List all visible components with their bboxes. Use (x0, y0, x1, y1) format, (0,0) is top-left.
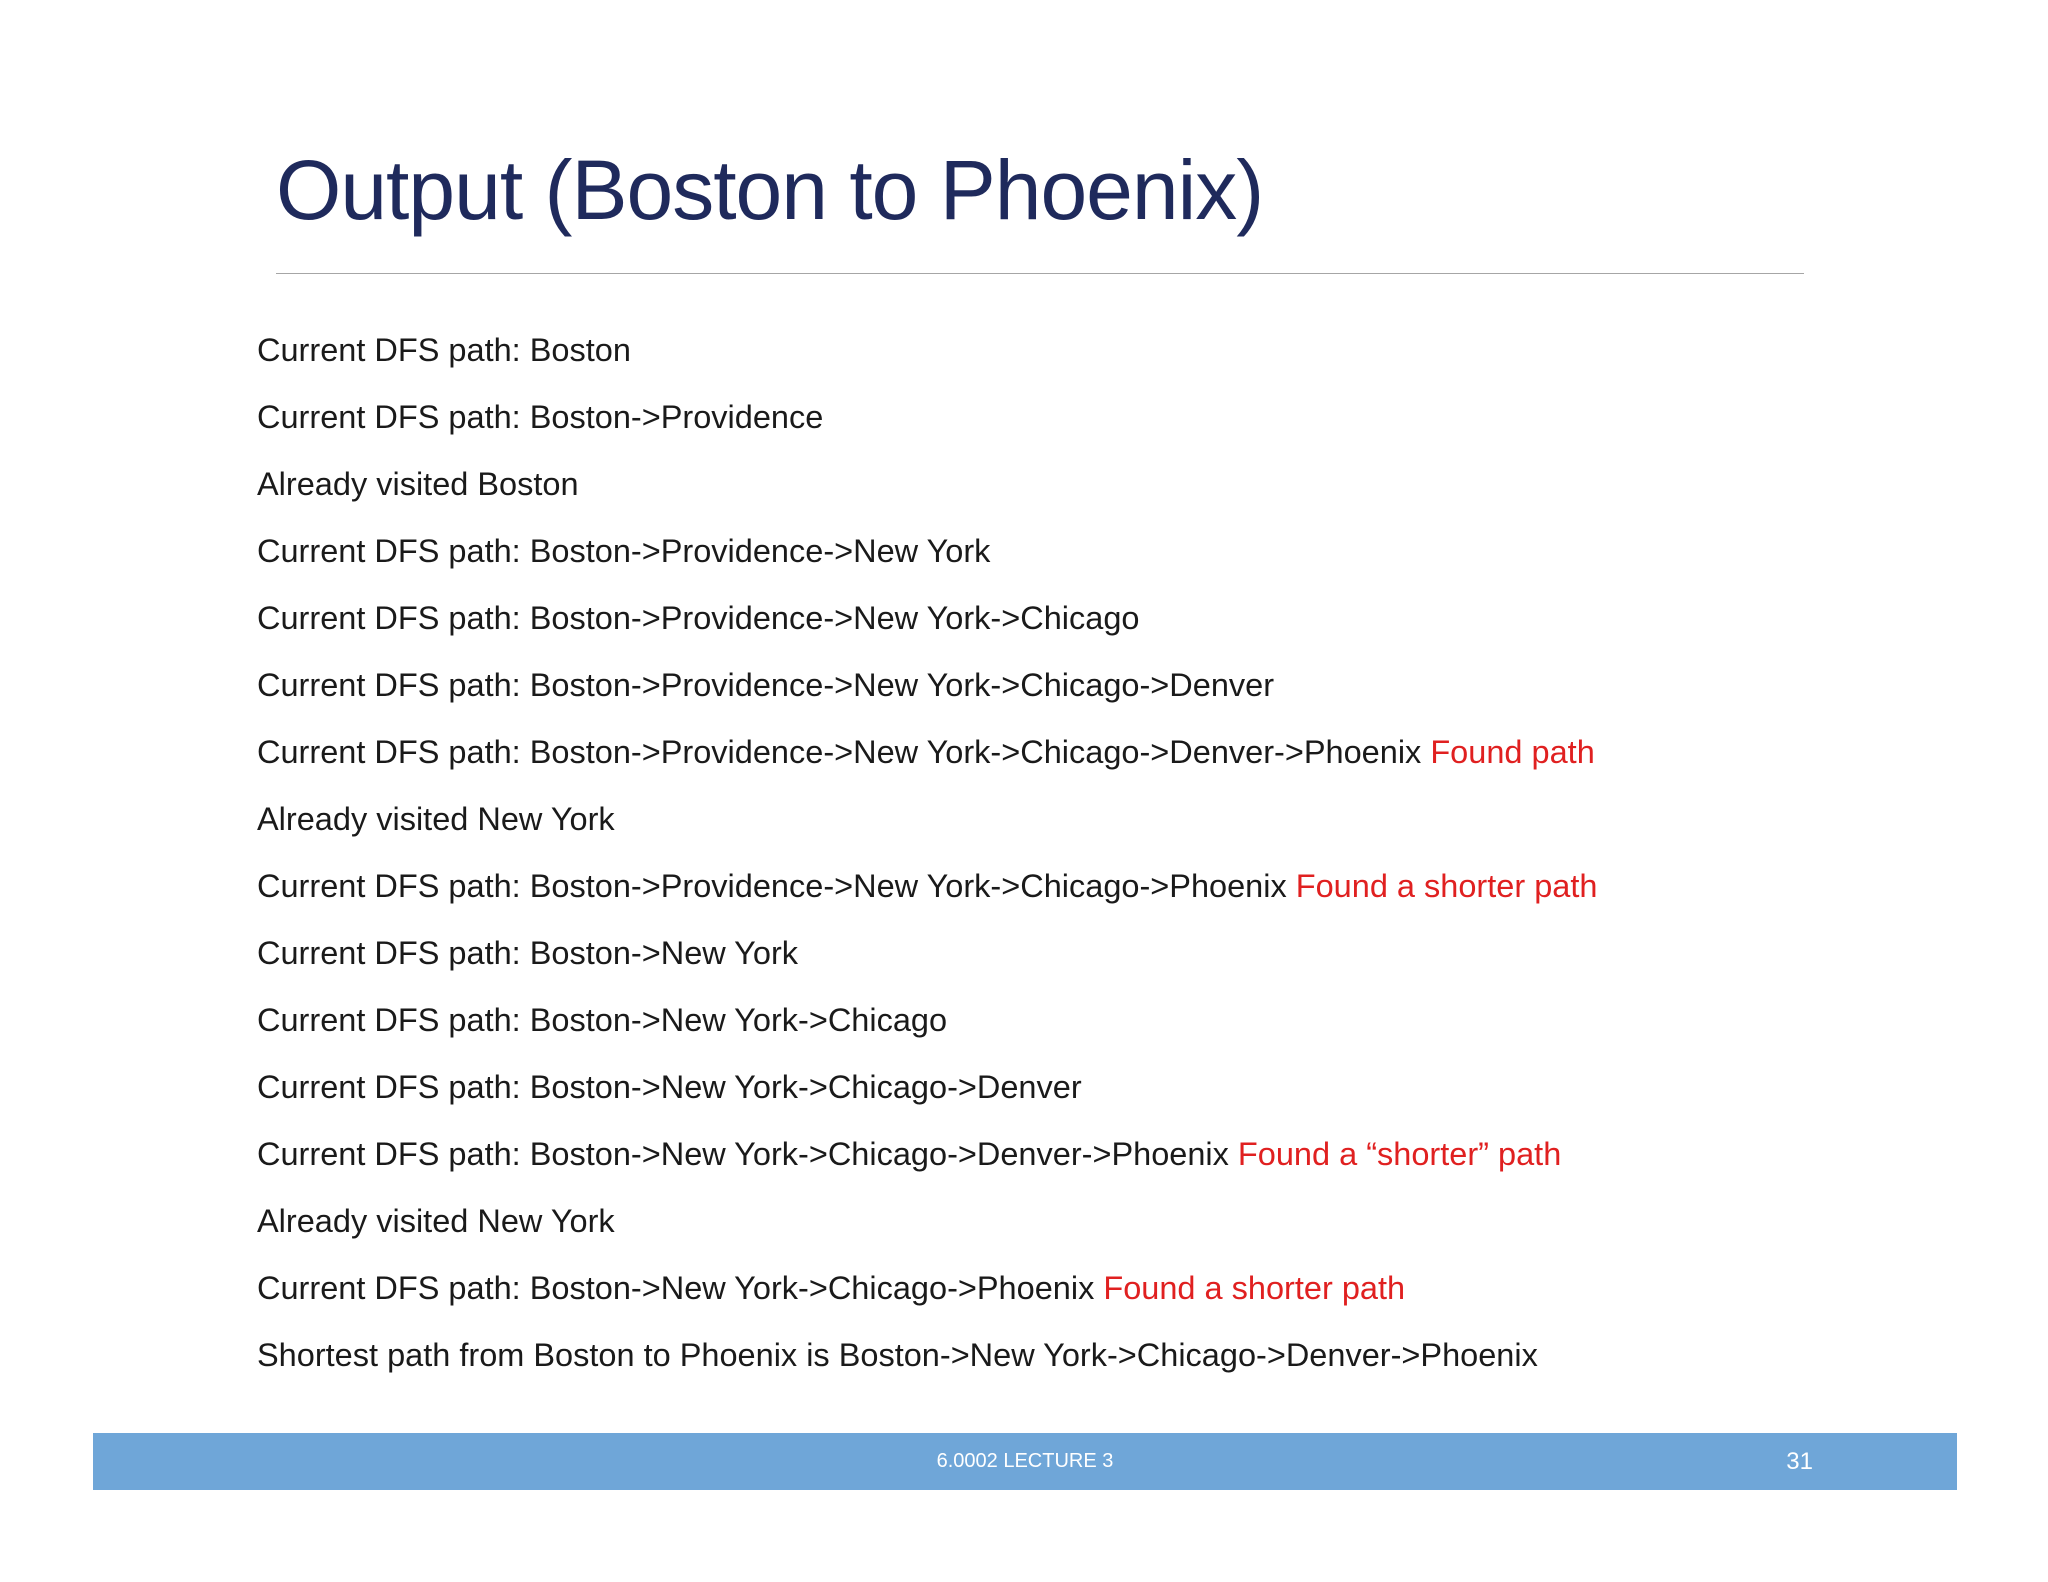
output-line-text: Current DFS path: Boston->New York->Chicago->Phoenix (257, 1270, 1095, 1306)
shortest-path-result: Shortest path from Boston to Phoenix is Boston->New York->Chicago->Denver->Phoenix (257, 1337, 1538, 1373)
output-line-text: Current DFS path: Boston->Providence->New York->Chicago (257, 600, 1140, 636)
footer-lecture-label: 6.0002 LECTURE 3 (936, 1450, 1114, 1472)
output-line-text: Current DFS path: Boston->New York->Chicago->Denver (257, 1069, 1082, 1105)
footer-bar (93, 1433, 1957, 1490)
output-line-text: Already visited New York (257, 801, 615, 837)
output-line (257, 1197, 1597, 1264)
output-line-text: Current DFS path: Boston (257, 332, 631, 368)
output-line (257, 1264, 1597, 1331)
output-line (257, 795, 1597, 862)
output-line-text: Current DFS path: Boston->New York->Chicago->Denver->Phoenix (257, 1136, 1229, 1172)
output-line-text: Current DFS path: Boston->Providence->New York->Chicago->Denver (257, 667, 1275, 703)
found-path-note: Found a “shorter” path (1237, 1136, 1562, 1172)
output-line-text: Current DFS path: Boston->Providence (257, 399, 824, 435)
output-line-text: Current DFS path: Boston->Providence->New York (257, 533, 991, 569)
output-line-text: Current DFS path: Boston->New York->Chicago (257, 1002, 948, 1038)
output-line (257, 929, 1597, 996)
slide-title: Output (Boston to Phoenix) (276, 143, 1264, 237)
found-path-note: Found a shorter path (1295, 868, 1598, 904)
output-line (257, 1130, 1597, 1197)
output-line (257, 460, 1597, 527)
output-line (257, 326, 1597, 393)
page-number: 31 (1786, 1448, 1813, 1475)
title-divider (276, 273, 1804, 274)
output-line (257, 527, 1597, 594)
output-line (257, 728, 1597, 795)
output-line-text: Current DFS path: Boston->Providence->New York->Chicago->Phoenix (257, 868, 1287, 904)
output-line-text: Already visited New York (257, 1203, 615, 1239)
output-line (257, 1063, 1597, 1130)
output-line (257, 996, 1597, 1063)
output-line (257, 594, 1597, 661)
output-line-text: Current DFS path: Boston->New York (257, 935, 799, 971)
dfs-output-list (257, 326, 1597, 1398)
output-line-text: Current DFS path: Boston->Providence->New York->Chicago->Denver->Phoenix (257, 734, 1422, 770)
output-line (257, 862, 1597, 929)
output-line (257, 1331, 1597, 1398)
found-path-note: Found a shorter path (1103, 1270, 1406, 1306)
output-line (257, 661, 1597, 728)
found-path-note: Found path (1430, 734, 1595, 770)
output-line-text: Already visited Boston (257, 466, 579, 502)
output-line (257, 393, 1597, 460)
